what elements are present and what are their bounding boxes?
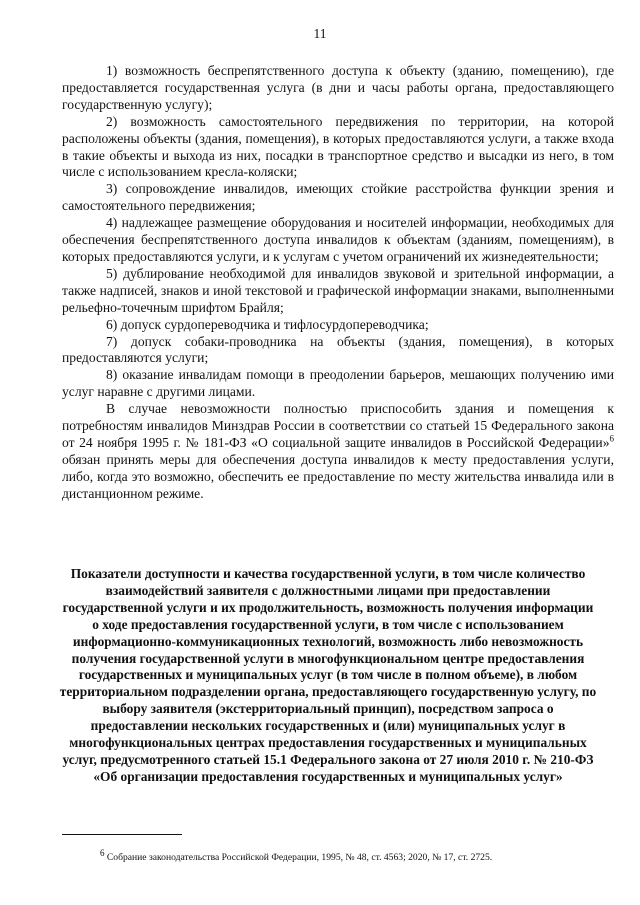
closing-paragraph-text-cont: обязан принять меры для обеспечения доступа инвалидов к месту предоставления услуги, либо, когда это возможно, обеспечить ее предоставление по месту жительства инвалида или в дистанционном режиме. <box>62 451 614 501</box>
closing-paragraph-text: В случае невозможности полностью приспособить здания и помещения к потребностям инвалидов Минздрав России в соответствии со статьей 15 Федерального закона от 24 ноября 1995 г. № 181-ФЗ «О социальной защите инвалидов в Российской Федерации» <box>62 401 614 450</box>
footnote-ref[interactable]: 6 <box>609 433 614 444</box>
list-item: 3) сопровождение инвалидов, имеющих стойкие расстройства функции зрения и самостоятельного передвижения; <box>62 181 614 214</box>
footnote <box>62 847 622 864</box>
list-item: 2) возможность самостоятельного передвижения по территории, на которой расположены объекты (здания, помещения), в которых предоставляются услуги, а также входа в такие объекты и выхода из них, посадки в транспортное средство и высадки из него, в том числе с использованием кресла-коляски; <box>62 113 614 180</box>
list-item: 1) возможность беспрепятственного доступа к объекту (зданию, помещению), где предоставляется государственная услуга (в дни и часы работы органа, предоставляющего государственную услугу); <box>62 63 614 112</box>
list-item: 5) дублирование необходимой для инвалидов звуковой и зрительной информации, а также надписей, знаков и иной текстовой и графической информации знаками, выполненными рельефно-точечным шрифтом Брайля; <box>62 265 614 315</box>
list-item: 7) допуск собаки-проводника на объекты (здания, помещения), в которых предоставляются услуги; <box>62 333 614 366</box>
body-text <box>62 63 614 503</box>
footnote-divider <box>62 834 182 835</box>
list-item: 6) допуск сурдопереводчика и тифлосурдопереводчика; <box>106 316 429 332</box>
page-number: 11 <box>313 26 327 41</box>
section-heading: Показатели доступности и качества государственной услуги, в том числе количество взаимодействий заявителя с должностными лицами при предоставлении государственной услуги и их продолжительность, возможность получения информации о ходе предоставления государственной услуги, в том числе с использованием информационно-коммуникационных технологий, возможность либо невозможность получения государственной услуги в многофункциональном центре предоставления государственных и муниципальных услуг (в том числе в полном объеме), в любом территориальном подразделении органа, предоставляющего государственную услугу, по выбору заявителя (экстерриториальный принцип), посредством запроса о предоставлении нескольких государственных и (или) муниципальных услуг в многофункциональных центрах предоставления государственных и муниципальных услуг, предусмотренного статьей 15.1 Федерального закона от 27 июля 2010 г. № 210-ФЗ «Об организации предоставления государственных и муниципальных услуг» <box>59 566 597 784</box>
footnote-number: 6 <box>100 847 105 858</box>
closing-paragraph <box>62 401 614 502</box>
list-item: 8) оказание инвалидам помощи в преодолении барьеров, мешающих получению ими услуг наравне с другими лицами. <box>62 367 614 400</box>
list-item: 4) надлежащее размещение оборудования и носителей информации, необходимых для обеспечения беспрепятственного доступа инвалидов к объектам (зданиям, помещениям), в которых предоставляются услуги, и к услугам с учетом ограничений их жизнедеятельности; <box>62 215 614 264</box>
footnote-text: Собрание законодательства Российской Федерации, 1995, № 48, ст. 4563; 2020, № 17, ст. 2725. <box>104 852 493 863</box>
